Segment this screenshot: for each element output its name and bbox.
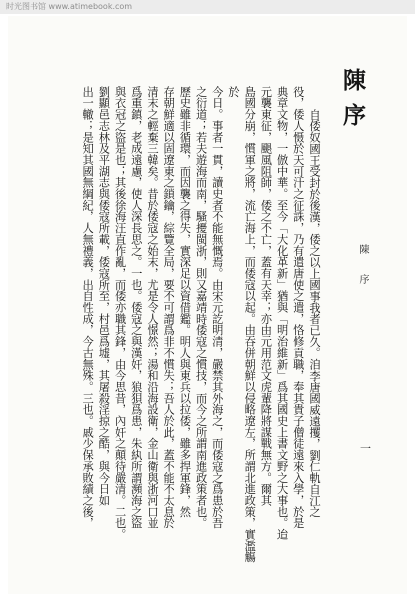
text-column: 劉顯邑志林及平湖志與倭寇所載，倭寇所至，村邑爲墟，其屠殺淫掠之酷，與今日如 [97,86,111,506]
running-title: 陳序 [357,244,368,304]
text-column: 役，倭人慑於天可汗之征誅，乃有遣唐使之遣，恪修貢職，奉其貴子僧徒遠來入學，於是 [291,86,305,529]
site-header-band [0,0,415,14]
text-column: 出一轍；是知其國無綱紀，人無禮義，出自性成，今古無殊。三也。戚少保承敗績之後， [81,86,95,529]
site-watermark: 时光图书馆 www.atimebook.com [6,2,133,11]
text-column: 自倭奴國王受封於後漢，倭之以上國事我者已久。洎李唐國威遠攫，劉仁軌自江之 [308,108,321,518]
text-column: 島國分崩，慣軍之將，流亡海上，而倭寇以起。由吞併朝鮮以侵略遼左，所謂北進政策，實濫觴於 [226,86,257,563]
text-column: 今日。事者一貫，讀史者不能無慨焉。由宋元訖明清，嚴禁其外海之，而倭寇之爲患於吾 [210,86,224,529]
text-column: 存朝鮮適以固遼東之鎖鑰，綜覽全局，要不可謂爲非不慣失；吾人於此，蓋不能不太息於 [162,86,176,529]
page-number: 一 [360,442,371,455]
text-column: 元襲東征，颶風阻師，倭之不亡，蓋有天幸；亦由元用范文虎輩降將謀戰無方。爾其 [259,86,273,506]
text-column: 歷史雖非循環，而因襲之得失，實深足以資借鑑。明人與東兵以拉倭，雖多捍軍鋒，然 [178,86,192,518]
text-column: 之衍道；若夫遊海而南，騷擾閩浙，則又嘉靖時倭寇之慣技，而今之所謂南進政策者也。 [194,86,208,529]
text-column: 爲重鎮，老成遠慮，使人深長思之。一也。倭寇之與漢奸，狼狽爲患，朱紈所謂瀕海之盜 [129,86,143,529]
preface-body [30,86,322,574]
text-column: 與衣冠之盜是也；其後徐海汪直作亂，而倭亦職其鋒，由今思昔，內奸之顛待嚴清。二也。 [113,86,127,540]
text-column: 典章文物，一倣中華。至今「大化革新」猶與「明治維新」爲其國史上書文野之大事也。迨 [275,86,289,540]
text-column: 清末之輕棄三韓矣。昔於倭寇之始末，尤是令人憬然；湯和沿海設衛，金山衛與浙河口並 [145,86,159,529]
page-title: 陳序 [339,68,366,138]
